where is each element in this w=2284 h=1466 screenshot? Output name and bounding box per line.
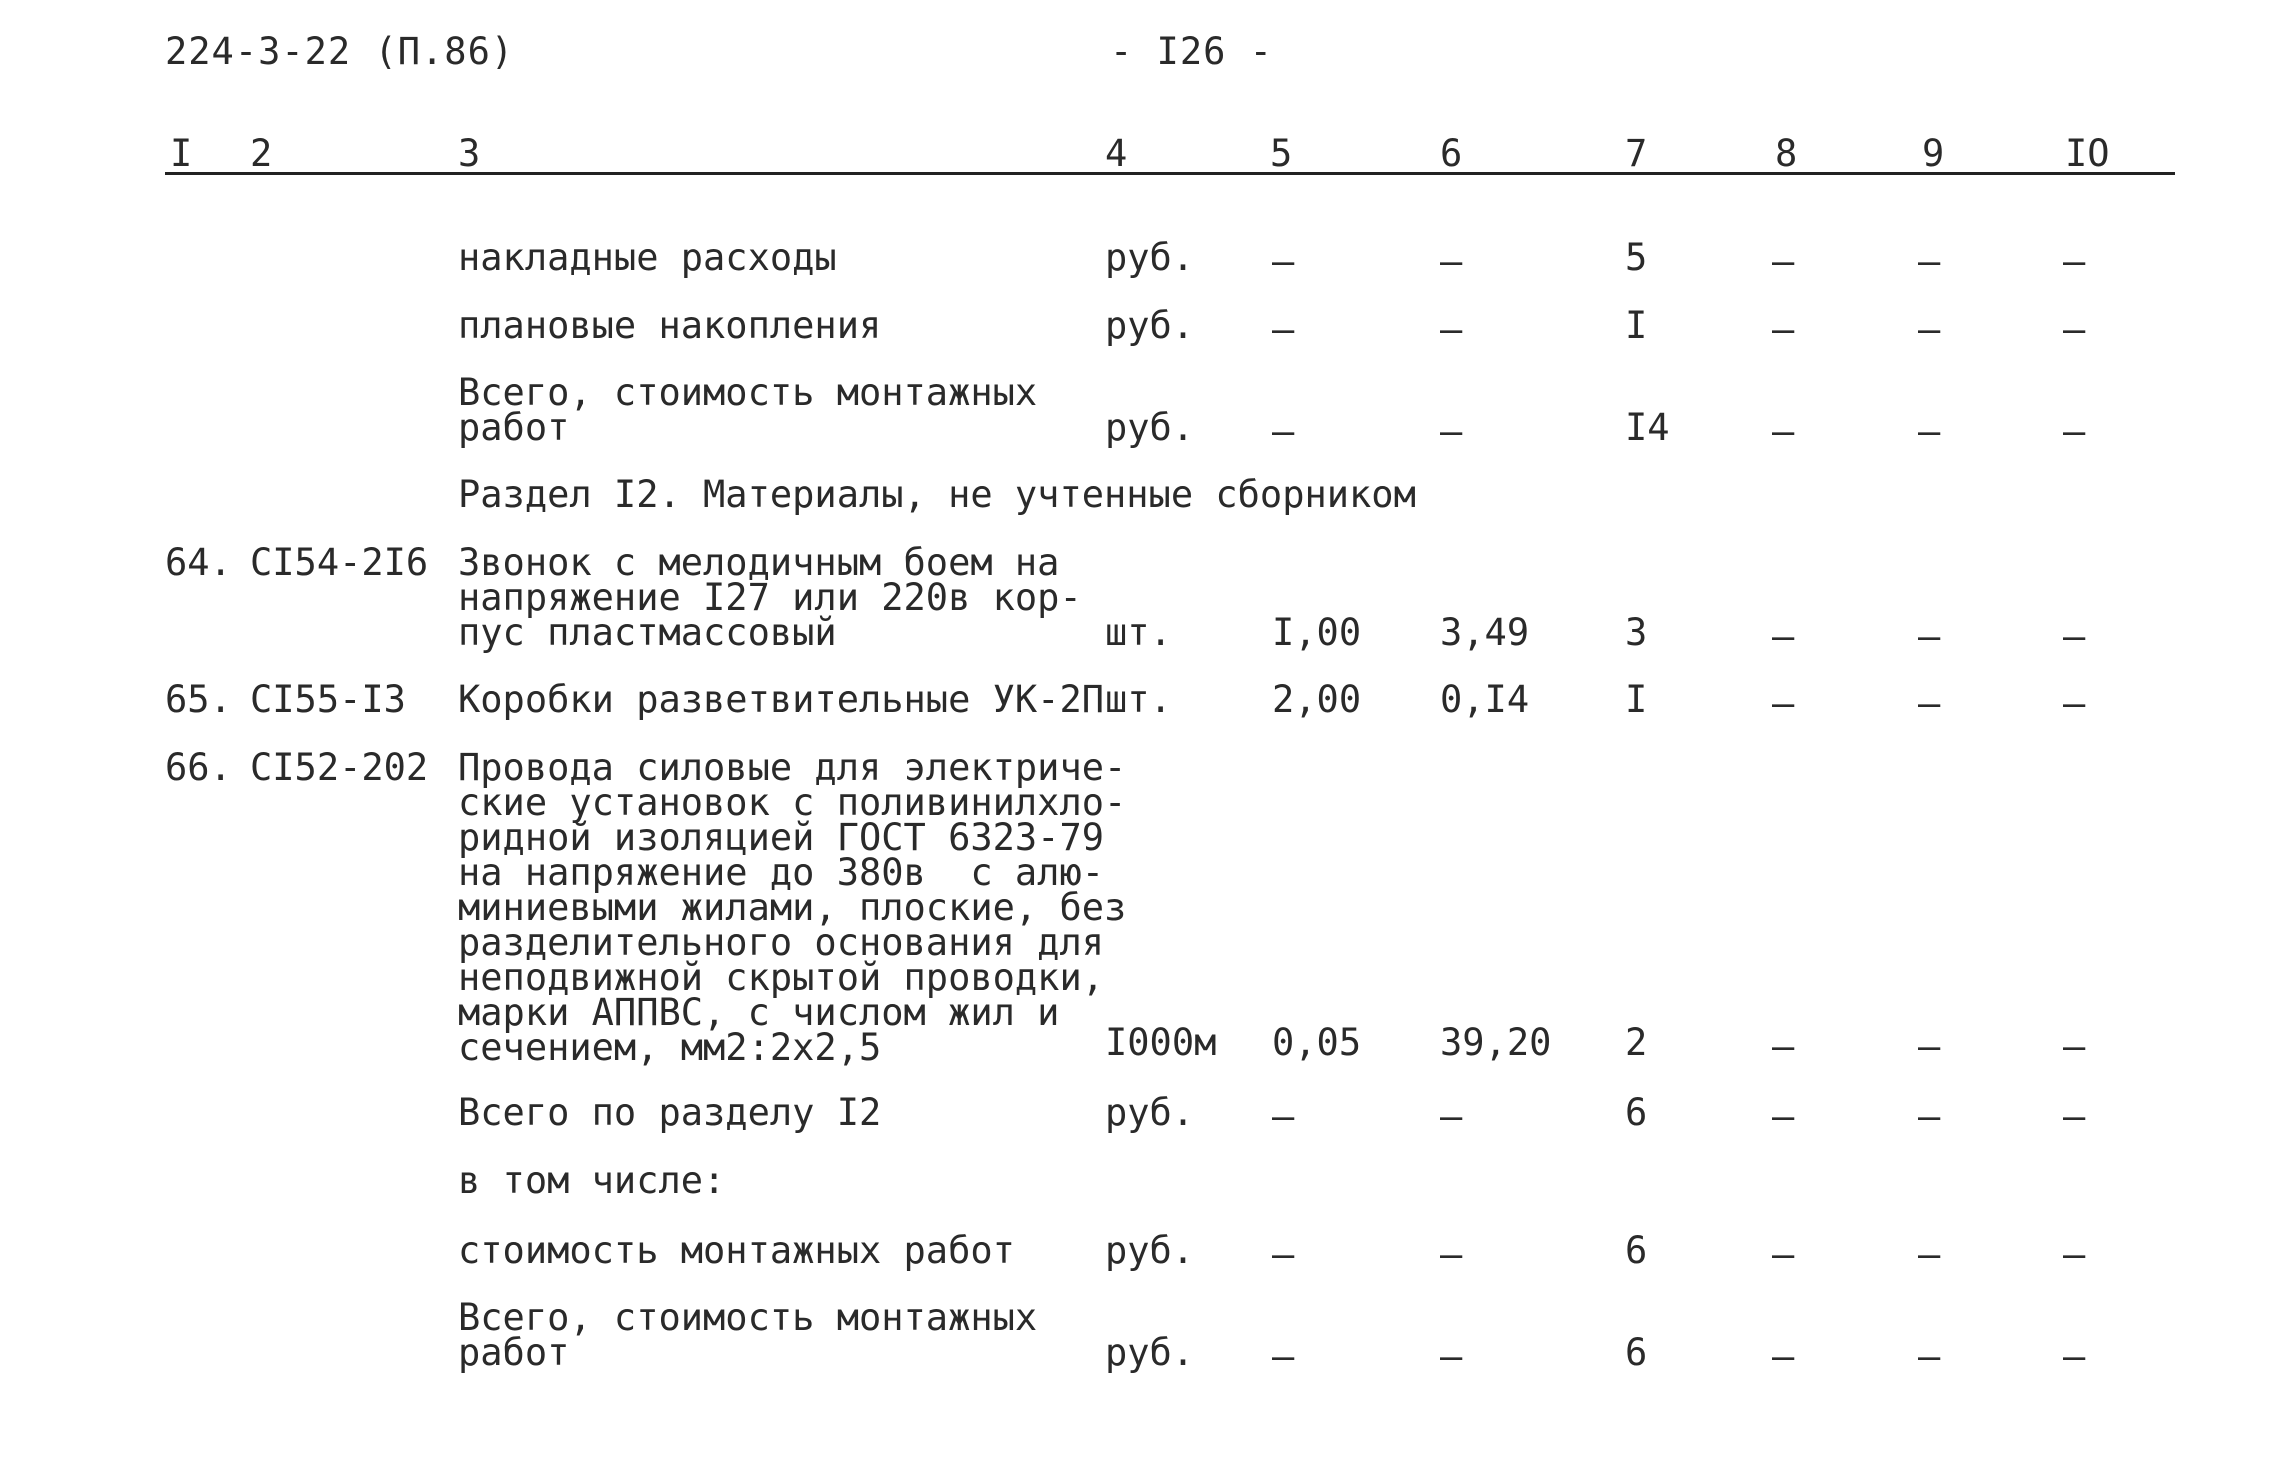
row-quantity: 0,05 xyxy=(1272,1021,1362,1064)
row-quantity: I,00 xyxy=(1272,611,1362,654)
subheading: в том числе: xyxy=(458,1159,726,1202)
row-price: 0,I4 xyxy=(1440,678,1530,721)
column-number: 8 xyxy=(1775,132,1798,175)
row-description: Всего, стоимость монтажных работ xyxy=(458,371,1038,449)
row-price: – xyxy=(1440,1335,1463,1378)
column-number: 7 xyxy=(1625,132,1648,175)
row-quantity: – xyxy=(1272,308,1295,351)
row-unit: руб. xyxy=(1105,1091,1195,1134)
row-col10: – xyxy=(2063,240,2086,283)
row-description: накладные расходы xyxy=(458,236,837,279)
row-price: 39,20 xyxy=(1440,1021,1552,1064)
column-number: 3 xyxy=(458,132,481,175)
row-col8: – xyxy=(1772,240,1795,283)
column-number: 5 xyxy=(1270,132,1293,175)
row-quantity: – xyxy=(1272,1335,1295,1378)
row-col9: – xyxy=(1918,615,1941,658)
row-unit: руб. xyxy=(1105,1229,1195,1272)
row-total: 2 xyxy=(1625,1021,1648,1064)
row-col8: – xyxy=(1772,308,1795,351)
row-total: I4 xyxy=(1625,406,1670,449)
row-col10: – xyxy=(2063,682,2086,725)
row-unit: руб. xyxy=(1105,236,1195,279)
row-description: стоимость монтажных работ xyxy=(458,1229,1015,1272)
row-total: 6 xyxy=(1625,1229,1648,1272)
row-unit: I000м xyxy=(1105,1021,1217,1064)
row-description: Провода силовые для электриче- ские установок с поливинилхло- ридной изоляцией ГОСТ 6323-79 на напряжение до 380в с алю- миниевыми жилами, плоские, без разделительного основания для неподвижной скрытой проводки, марки АППВС, с числом жил и сечением, мм2:2х2,5 xyxy=(458,746,1127,1069)
row-unit: шт. xyxy=(1105,611,1172,654)
row-number: 64. xyxy=(165,541,232,584)
column-number: 2 xyxy=(250,132,273,175)
row-col9: – xyxy=(1918,1025,1941,1068)
row-quantity: – xyxy=(1272,1095,1295,1138)
row-quantity: – xyxy=(1272,410,1295,453)
row-quantity: – xyxy=(1272,1233,1295,1276)
column-number: 9 xyxy=(1922,132,1945,175)
row-total: 5 xyxy=(1625,236,1648,279)
row-unit: руб. xyxy=(1105,1331,1195,1374)
row-col8: – xyxy=(1772,410,1795,453)
row-col10: – xyxy=(2063,1335,2086,1378)
column-number: 4 xyxy=(1105,132,1128,175)
row-price: – xyxy=(1440,1233,1463,1276)
row-col9: – xyxy=(1918,410,1941,453)
row-unit: шт. xyxy=(1105,678,1172,721)
column-number: 6 xyxy=(1440,132,1463,175)
document-code: 224-3-22 (П.86) xyxy=(165,30,515,73)
row-price: – xyxy=(1440,308,1463,351)
row-total: 6 xyxy=(1625,1331,1648,1374)
row-col10: – xyxy=(2063,308,2086,351)
row-col9: – xyxy=(1918,1335,1941,1378)
row-col8: – xyxy=(1772,1233,1795,1276)
row-unit: руб. xyxy=(1105,304,1195,347)
row-col9: – xyxy=(1918,682,1941,725)
column-number: I xyxy=(170,132,193,175)
row-total: 6 xyxy=(1625,1091,1648,1134)
row-description: Коробки разветвительные УК-2П xyxy=(458,678,1105,721)
row-description: Всего, стоимость монтажных работ xyxy=(458,1296,1038,1374)
row-code: CI55-I3 xyxy=(250,678,406,721)
row-description: плановые накопления xyxy=(458,304,882,347)
row-price: – xyxy=(1440,410,1463,453)
row-number: 65. xyxy=(165,678,232,721)
row-price: – xyxy=(1440,1095,1463,1138)
row-quantity: 2,00 xyxy=(1272,678,1362,721)
row-price: 3,49 xyxy=(1440,611,1530,654)
row-col10: – xyxy=(2063,1025,2086,1068)
row-total: I xyxy=(1625,678,1648,721)
row-col9: – xyxy=(1918,1233,1941,1276)
column-number: IO xyxy=(2065,132,2110,175)
row-col10: – xyxy=(2063,615,2086,658)
page-number: - I26 - xyxy=(1110,30,1273,73)
row-description: Звонок с мелодичным боем на напряжение I27 или 220в кор- пус пластмассовый xyxy=(458,541,1082,654)
row-col10: – xyxy=(2063,410,2086,453)
header-rule xyxy=(165,172,2175,175)
row-total: I xyxy=(1625,304,1648,347)
row-col9: – xyxy=(1918,1095,1941,1138)
row-col8: – xyxy=(1772,1335,1795,1378)
row-code: CI54-2I6 xyxy=(250,541,429,584)
row-number: 66. xyxy=(165,746,232,789)
row-price: – xyxy=(1440,240,1463,283)
row-description: Всего по разделу I2 xyxy=(458,1091,882,1134)
row-unit: руб. xyxy=(1105,406,1195,449)
row-col9: – xyxy=(1918,308,1941,351)
row-col8: – xyxy=(1772,682,1795,725)
row-code: CI52-202 xyxy=(250,746,429,789)
row-col8: – xyxy=(1772,615,1795,658)
row-total: 3 xyxy=(1625,611,1648,654)
row-col10: – xyxy=(2063,1095,2086,1138)
row-col8: – xyxy=(1772,1025,1795,1068)
row-col9: – xyxy=(1918,240,1941,283)
row-col10: – xyxy=(2063,1233,2086,1276)
row-quantity: – xyxy=(1272,240,1295,283)
row-col8: – xyxy=(1772,1095,1795,1138)
section-heading: Раздел I2. Материалы, не учтенные сборником xyxy=(458,473,1416,516)
